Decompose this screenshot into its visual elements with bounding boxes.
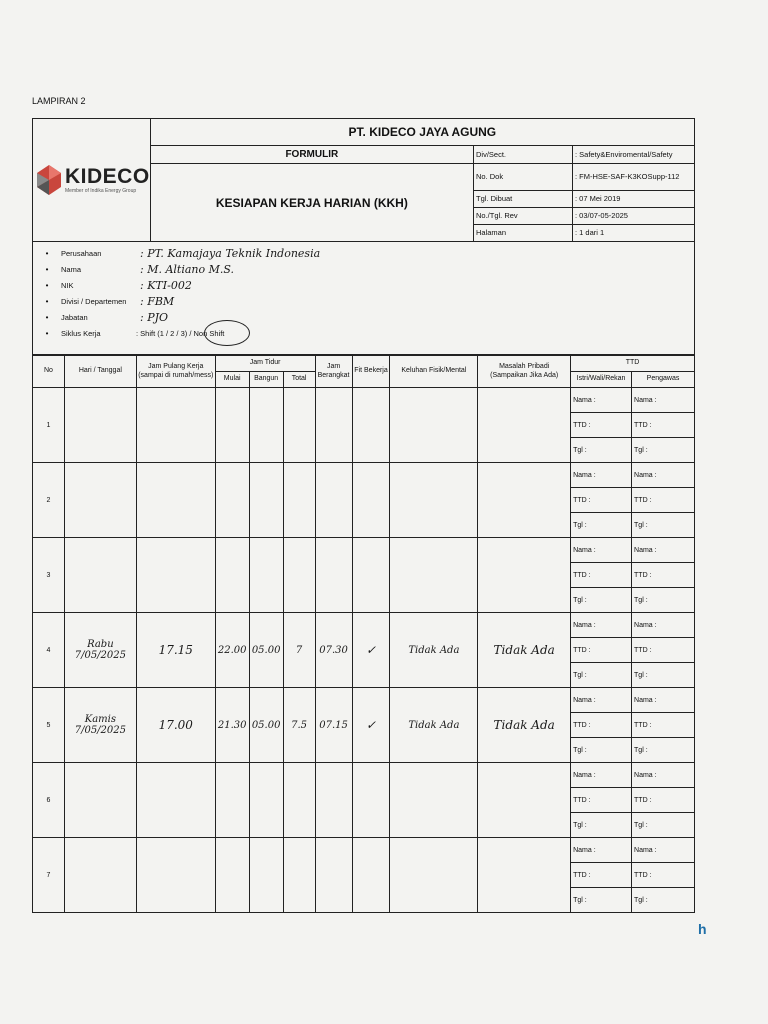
return-header-sub: (sampai di rumah/mess) [138, 371, 214, 379]
sig-spouse-ttd[interactable]: TTD : [571, 713, 632, 738]
sig-supervisor-ttd[interactable]: TTD : [632, 413, 695, 438]
form-header [32, 118, 695, 242]
company-name: PT. KIDECO JAYA AGUNG [150, 119, 694, 146]
identity-row-divisi [33, 294, 174, 308]
identity-label: Nama [61, 264, 82, 274]
sig-supervisor-ttd[interactable]: TTD : [632, 488, 695, 513]
cell-mulai[interactable]: 22.00 [215, 613, 249, 688]
cell-pulang[interactable] [136, 838, 215, 913]
col-issue-header [478, 356, 571, 388]
sig-spouse-nama[interactable]: Nama : [571, 613, 632, 638]
identity-label: Perusahaan [61, 248, 102, 258]
identity-row-siklus [33, 326, 224, 340]
cell-fit[interactable] [352, 463, 390, 538]
cell-hari[interactable] [64, 838, 136, 913]
cell-mulai[interactable] [215, 763, 249, 838]
sig-supervisor-nama[interactable]: Nama : [632, 388, 695, 413]
logo-name: KIDECO [65, 165, 150, 188]
sig-supervisor-tgl[interactable]: Tgl : [632, 513, 695, 538]
position-value: : PJO [140, 310, 169, 324]
row-number: 1 [33, 388, 65, 463]
cell-mulai[interactable] [215, 463, 249, 538]
col-fit-header: Fit Bekerja [352, 356, 390, 388]
table-row [33, 838, 695, 863]
sig-supervisor-tgl[interactable]: Tgl : [632, 663, 695, 688]
cell-fit[interactable]: ✓ [352, 688, 390, 763]
cell-bangun[interactable] [249, 388, 283, 463]
cell-total[interactable] [283, 463, 315, 538]
cell-keluhan[interactable] [390, 463, 478, 538]
sig-supervisor-tgl[interactable]: Tgl : [632, 888, 695, 913]
sig-supervisor-ttd[interactable]: TTD : [632, 713, 695, 738]
cell-total[interactable] [283, 838, 315, 913]
cell-bangun[interactable] [249, 463, 283, 538]
cell-fit[interactable] [352, 538, 390, 613]
cell-hari[interactable] [64, 463, 136, 538]
meta-key: Halaman [474, 224, 573, 241]
cell-masalah[interactable]: Tidak Ada [478, 613, 571, 688]
row-number: 6 [33, 763, 65, 838]
meta-value: : Safety&Enviromental/Safety [573, 146, 695, 164]
row-number: 3 [33, 538, 65, 613]
cell-total[interactable] [283, 538, 315, 613]
sig-spouse-tgl[interactable]: Tgl : [571, 513, 632, 538]
sig-spouse-ttd[interactable]: TTD : [571, 638, 632, 663]
sig-spouse-tgl[interactable]: Tgl : [571, 663, 632, 688]
bullet-icon: • [45, 280, 49, 290]
meta-key: Tgl. Dibuat [474, 190, 573, 207]
shift-value: : Shift (1 / 2 / 3) / Non Shift [136, 328, 225, 338]
identity-row-jabatan [33, 310, 168, 324]
bullet-icon: • [45, 328, 49, 338]
cell-hari[interactable] [64, 388, 136, 463]
cell-mulai[interactable] [215, 388, 249, 463]
col-complaint-header: Keluhan Fisik/Mental [390, 356, 478, 388]
cell-keluhan[interactable] [390, 838, 478, 913]
identity-label: Divisi / Departemen [61, 296, 127, 306]
cell-mulai[interactable] [215, 538, 249, 613]
col-start-header: Mulai [215, 372, 249, 388]
cell-mulai[interactable] [215, 838, 249, 913]
cell-fit[interactable] [352, 763, 390, 838]
sig-supervisor-tgl[interactable]: Tgl : [632, 738, 695, 763]
form-type: FORMULIR [150, 146, 473, 164]
return-header-label: Jam Pulang Kerja [148, 363, 204, 371]
cell-bangun[interactable] [249, 538, 283, 613]
cell-fit[interactable]: ✓ [352, 613, 390, 688]
meta-key: No./Tgl. Rev [474, 207, 573, 224]
identity-label: NIK [61, 280, 74, 290]
identity-label: Jabatan [61, 312, 88, 322]
company-value: : PT. Kamajaya Teknik Indonesia [140, 246, 321, 260]
cell-hari[interactable] [64, 763, 136, 838]
row-number: 4 [33, 613, 65, 688]
identity-row-perusahaan [33, 246, 320, 260]
col-total-header: Total [283, 372, 315, 388]
sig-spouse-nama[interactable]: Nama : [571, 388, 632, 413]
cell-total[interactable]: 7.5 [283, 688, 315, 763]
col-depart-header: Jam Berangkat [315, 356, 352, 388]
meta-value: : 07 Mei 2019 [573, 190, 695, 207]
sig-supervisor-nama[interactable]: Nama : [632, 613, 695, 638]
cell-masalah[interactable] [478, 538, 571, 613]
sig-spouse-ttd[interactable]: TTD : [571, 788, 632, 813]
sig-supervisor-tgl[interactable]: Tgl : [632, 813, 695, 838]
sig-spouse-ttd[interactable]: TTD : [571, 488, 632, 513]
logo-cell [33, 119, 151, 242]
cell-berangkat[interactable] [315, 538, 352, 613]
cell-pulang[interactable]: 17.15 [136, 613, 215, 688]
cell-masalah[interactable]: Tidak Ada [478, 688, 571, 763]
cell-total[interactable] [283, 388, 315, 463]
bullet-icon: • [45, 312, 49, 322]
sig-supervisor-tgl[interactable]: Tgl : [632, 438, 695, 463]
cell-pulang[interactable] [136, 538, 215, 613]
sig-spouse-ttd[interactable]: TTD : [571, 863, 632, 888]
cell-bangun[interactable] [249, 838, 283, 913]
sig-spouse-tgl[interactable]: Tgl : [571, 813, 632, 838]
kkh-table [32, 355, 695, 913]
bullet-icon: • [45, 248, 49, 258]
cell-pulang[interactable]: 17.00 [136, 688, 215, 763]
kideco-logo [33, 165, 150, 195]
identity-label: Siklus Kerja [61, 328, 101, 338]
attachment-label: LAMPIRAN 2 [32, 96, 86, 106]
sig-supervisor-nama[interactable]: Nama : [632, 688, 695, 713]
row-number: 7 [33, 838, 65, 913]
table-row [33, 613, 695, 638]
row-number: 2 [33, 463, 65, 538]
table-row [33, 688, 695, 713]
sig-spouse-tgl[interactable]: Tgl : [571, 588, 632, 613]
cell-bangun[interactable] [249, 763, 283, 838]
col-ttd-header: TTD [571, 356, 695, 372]
cell-mulai[interactable]: 21.30 [215, 688, 249, 763]
cell-bangun[interactable]: 05.00 [249, 688, 283, 763]
bullet-icon: • [45, 296, 49, 306]
cell-berangkat[interactable]: 07.15 [315, 688, 352, 763]
sig-spouse-tgl[interactable]: Tgl : [571, 738, 632, 763]
sig-supervisor-ttd[interactable]: TTD : [632, 863, 695, 888]
bullet-icon: • [45, 264, 49, 274]
pen-mark: h [698, 921, 707, 937]
cell-hari[interactable]: Kamis 7/05/2025 [64, 688, 136, 763]
col-date-header: Hari / Tanggal [64, 356, 136, 388]
cell-berangkat[interactable] [315, 463, 352, 538]
sig-supervisor-ttd[interactable]: TTD : [632, 563, 695, 588]
cell-fit[interactable] [352, 838, 390, 913]
col-wake-header: Bangun [249, 372, 283, 388]
meta-value: : 1 dari 1 [573, 224, 695, 241]
cell-bangun[interactable]: 05.00 [249, 613, 283, 688]
cell-berangkat[interactable] [315, 388, 352, 463]
cell-hari[interactable]: Rabu 7/05/2025 [64, 613, 136, 688]
cell-berangkat[interactable]: 07.30 [315, 613, 352, 688]
col-supervisor-header: Pengawas [632, 372, 695, 388]
cell-fit[interactable] [352, 388, 390, 463]
issue-header-sub: (Sampaikan Jika Ada) [490, 371, 559, 379]
col-return-header [136, 356, 215, 388]
cell-keluhan[interactable]: Tidak Ada [390, 688, 478, 763]
sig-supervisor-tgl[interactable]: Tgl : [632, 588, 695, 613]
sig-spouse-nama[interactable]: Nama : [571, 838, 632, 863]
cell-pulang[interactable] [136, 388, 215, 463]
sig-supervisor-ttd[interactable]: TTD : [632, 638, 695, 663]
sig-spouse-ttd[interactable]: TTD : [571, 413, 632, 438]
col-no-header: No [33, 356, 65, 388]
cell-total[interactable] [283, 763, 315, 838]
identity-row-nik [33, 278, 192, 292]
cell-masalah[interactable] [478, 388, 571, 463]
cell-pulang[interactable] [136, 463, 215, 538]
cell-berangkat[interactable] [315, 838, 352, 913]
meta-key: Div/Sect. [474, 146, 573, 164]
non-shift-circle-mark [204, 320, 250, 346]
issue-header-label: Masalah Pribadi [499, 363, 550, 371]
sig-supervisor-nama[interactable]: Nama : [632, 838, 695, 863]
cell-berangkat[interactable] [315, 763, 352, 838]
sig-supervisor-nama[interactable]: Nama : [632, 538, 695, 563]
meta-key: No. Dok [474, 164, 573, 191]
sig-spouse-tgl[interactable]: Tgl : [571, 888, 632, 913]
logo-tagline: Member of Indika Energy Group [65, 188, 137, 194]
cell-masalah[interactable] [478, 838, 571, 913]
table-row [33, 463, 695, 488]
meta-value: : FM-HSE-SAF-K3KOSupp-112 [573, 164, 695, 191]
table-row [33, 538, 695, 563]
sig-supervisor-nama[interactable]: Nama : [632, 763, 695, 788]
cell-keluhan[interactable]: Tidak Ada [390, 613, 478, 688]
meta-value: : 03/07-05-2025 [573, 207, 695, 224]
division-value: : FBM [140, 294, 175, 308]
name-value: : M. Altiano M.S. [140, 262, 235, 276]
sig-spouse-ttd[interactable]: TTD : [571, 563, 632, 588]
cell-masalah[interactable] [478, 463, 571, 538]
sig-spouse-nama[interactable]: Nama : [571, 763, 632, 788]
sig-spouse-nama[interactable]: Nama : [571, 688, 632, 713]
cell-keluhan[interactable] [390, 388, 478, 463]
table-row [33, 763, 695, 788]
table-row [33, 388, 695, 413]
sig-spouse-nama[interactable]: Nama : [571, 463, 632, 488]
kideco-logo-icon [37, 165, 61, 195]
col-spouse-header: Istri/Wali/Rekan [571, 372, 632, 388]
row-number: 5 [33, 688, 65, 763]
cell-pulang[interactable] [136, 763, 215, 838]
col-sleep-header: Jam Tidur [215, 356, 315, 372]
sig-spouse-tgl[interactable]: Tgl : [571, 438, 632, 463]
cell-masalah[interactable] [478, 763, 571, 838]
cell-keluhan[interactable] [390, 538, 478, 613]
identity-row-nama [33, 262, 234, 276]
identity-section [32, 240, 695, 355]
cell-total[interactable]: 7 [283, 613, 315, 688]
sig-supervisor-ttd[interactable]: TTD : [632, 788, 695, 813]
cell-keluhan[interactable] [390, 763, 478, 838]
sig-supervisor-nama[interactable]: Nama : [632, 463, 695, 488]
sig-spouse-nama[interactable]: Nama : [571, 538, 632, 563]
form-title: KESIAPAN KERJA HARIAN (KKH) [150, 164, 473, 242]
nik-value: : KTI-002 [140, 278, 192, 292]
cell-hari[interactable] [64, 538, 136, 613]
